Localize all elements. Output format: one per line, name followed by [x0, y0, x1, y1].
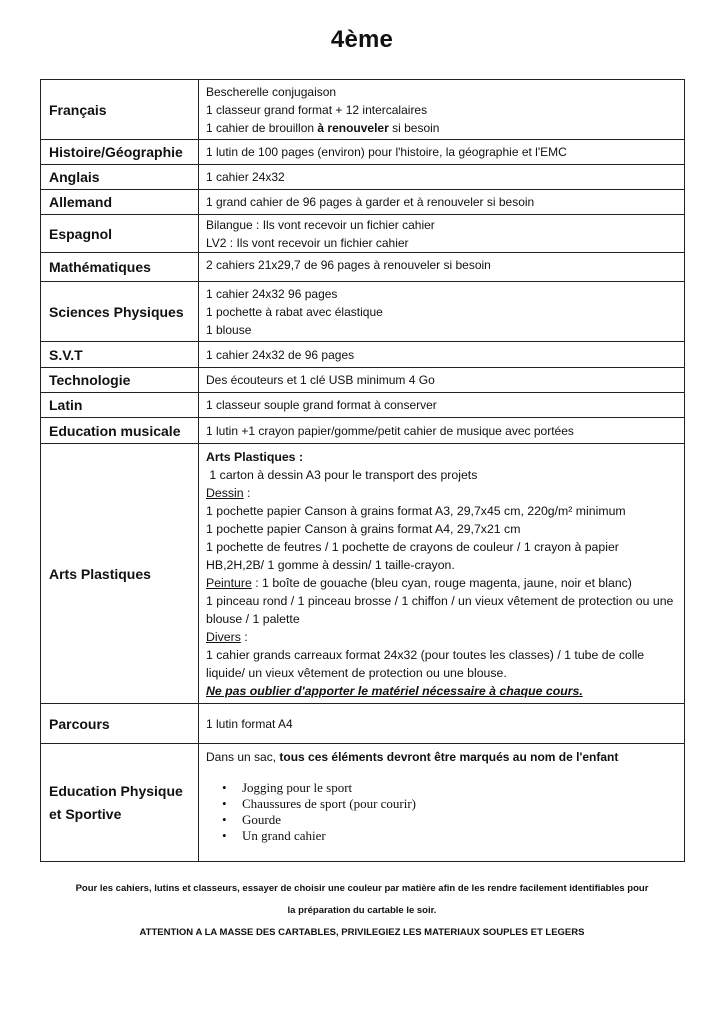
subject-line: Education Physique	[49, 783, 183, 799]
items-cell: 1 cahier 24x32	[199, 165, 685, 190]
items-cell: 1 lutin +1 crayon papier/gomme/petit cahier de musique avec portées	[199, 418, 685, 444]
eps-item-list	[206, 780, 678, 844]
item-line: 1 carton à dessin A3 pour le transport des projets	[206, 467, 478, 482]
item-line: 1 classeur grand format + 12 intercalaires	[206, 102, 428, 117]
label-colon: :	[240, 629, 248, 644]
item-line: 1 cahier grands carreaux format 24x32 (pour toutes les classes) / 1 tube de colle liquide/ un vieux vêtement de protection ou une blouse.	[206, 647, 645, 680]
subject-cell: Sciences Physiques	[41, 282, 199, 342]
subject-cell: Arts Plastiques	[41, 444, 199, 704]
items-cell: 1 classeur souple grand format à conserver	[199, 393, 685, 418]
footer-note-line1: Pour les cahiers, lutins et classeurs, essayer de choisir une couleur par matière afin de les rendre facilement identifiables pour	[75, 883, 649, 894]
subject-cell: Anglais	[41, 165, 199, 190]
subject-cell: S.V.T	[41, 342, 199, 368]
row-svt	[41, 342, 685, 368]
subject-cell: Français	[41, 80, 199, 140]
items-cell	[199, 282, 685, 342]
subject-cell	[41, 744, 199, 862]
item-text: Dans un sac,	[206, 750, 280, 764]
item-line: LV2 : Ils vont recevoir un fichier cahier	[206, 235, 409, 250]
item-line	[206, 119, 678, 137]
items-cell	[199, 444, 685, 704]
items-cell	[199, 80, 685, 140]
emphasis-text: à renouveler	[317, 120, 389, 135]
item-line: 1 blouse	[206, 322, 252, 337]
list-item: • Gourde	[242, 812, 678, 828]
item-text: si besoin	[388, 120, 440, 135]
emphasis-text: tous ces éléments devront être marqués au nom de l'enfant	[279, 750, 619, 764]
section-heading: Arts Plastiques :	[206, 449, 304, 464]
dessin-label: Dessin	[206, 485, 244, 500]
reminder-text: Ne pas oublier d'apporter le matériel nécessaire à chaque cours.	[206, 683, 583, 698]
subject-cell: Histoire/Géographie	[41, 140, 199, 165]
row-education-musicale	[41, 418, 685, 444]
items-cell: 1 cahier 24x32 de 96 pages	[199, 342, 685, 368]
list-item: • Jogging pour le sport	[242, 780, 678, 796]
item-line: Bilangue : Ils vont recevoir un fichier cahier	[206, 217, 435, 232]
subject-line: et Sportive	[49, 806, 122, 822]
divers-label: Divers	[206, 629, 241, 644]
subject-cell: Technologie	[41, 368, 199, 393]
row-latin	[41, 393, 685, 418]
subject-cell: Education musicale	[41, 418, 199, 444]
supplies-table	[40, 79, 685, 862]
item-line	[206, 574, 678, 592]
row-espagnol	[41, 215, 685, 253]
items-cell: 1 grand cahier de 96 pages à garder et à renouveler si besoin	[199, 190, 685, 215]
row-anglais	[41, 165, 685, 190]
item-line: 1 pochette à rabat avec élastique	[206, 304, 383, 319]
footer-warning: ATTENTION A LA MASSE DES CARTABLES, PRIVILEGIEZ LES MATERIAUX SOUPLES ET LEGERS	[139, 927, 585, 938]
row-histoire	[41, 140, 685, 165]
items-cell: Des écouteurs et 1 clé USB minimum 4 Go	[199, 368, 685, 393]
row-arts-plastiques	[41, 444, 685, 704]
items-cell	[199, 744, 685, 862]
section-label	[206, 628, 678, 646]
row-technologie	[41, 368, 685, 393]
footer-note-line2: la préparation du cartable le soir.	[287, 905, 437, 916]
peinture-label: Peinture	[206, 575, 252, 590]
subject-cell: Espagnol	[41, 215, 199, 253]
item-line: 1 pochette papier Canson à grains format A3, 29,7x45 cm, 220g/m² minimum	[206, 503, 626, 518]
subject-cell: Latin	[41, 393, 199, 418]
item-line: Bescherelle conjugaison	[206, 84, 337, 99]
eps-intro	[206, 748, 678, 766]
list-item: • Un grand cahier	[242, 828, 678, 844]
subject-cell: Mathématiques	[41, 253, 199, 282]
items-cell: 2 cahiers 21x29,7 de 96 pages à renouveler si besoin	[199, 253, 685, 282]
row-sciences	[41, 282, 685, 342]
item-text: : 1 boîte de gouache (bleu cyan, rouge magenta, jaune, noir et blanc)	[251, 575, 632, 590]
row-allemand	[41, 190, 685, 215]
section-label	[206, 484, 678, 502]
item-line: 1 pinceau rond / 1 pinceau brosse / 1 chiffon / un vieux vêtement de protection ou une blouse / 1 palette	[206, 593, 674, 626]
row-parcours	[41, 704, 685, 744]
items-cell: 1 lutin format A4	[199, 704, 685, 744]
item-line: 1 pochette papier Canson à grains format A4, 29,7x21 cm	[206, 521, 521, 536]
row-maths	[41, 253, 685, 282]
row-eps	[41, 744, 685, 862]
item-line: 1 cahier 24x32 96 pages	[206, 286, 338, 301]
list-item: • Chaussures de sport (pour courir)	[242, 796, 678, 812]
subject-cell: Allemand	[41, 190, 199, 215]
subject-cell: Parcours	[41, 704, 199, 744]
page-title: 4ème	[330, 26, 394, 53]
label-colon: :	[243, 485, 251, 500]
item-line: 1 pochette de feutres / 1 pochette de crayons de couleur / 1 crayon à papier HB,2H,2B/ 1 gomme à dessin/ 1 taille-crayon.	[206, 539, 619, 572]
items-cell	[199, 215, 685, 253]
items-cell: 1 lutin de 100 pages (environ) pour l'histoire, la géographie et l'EMC	[199, 140, 685, 165]
row-francais	[41, 80, 685, 140]
item-text: 1 cahier de brouillon	[206, 120, 318, 135]
